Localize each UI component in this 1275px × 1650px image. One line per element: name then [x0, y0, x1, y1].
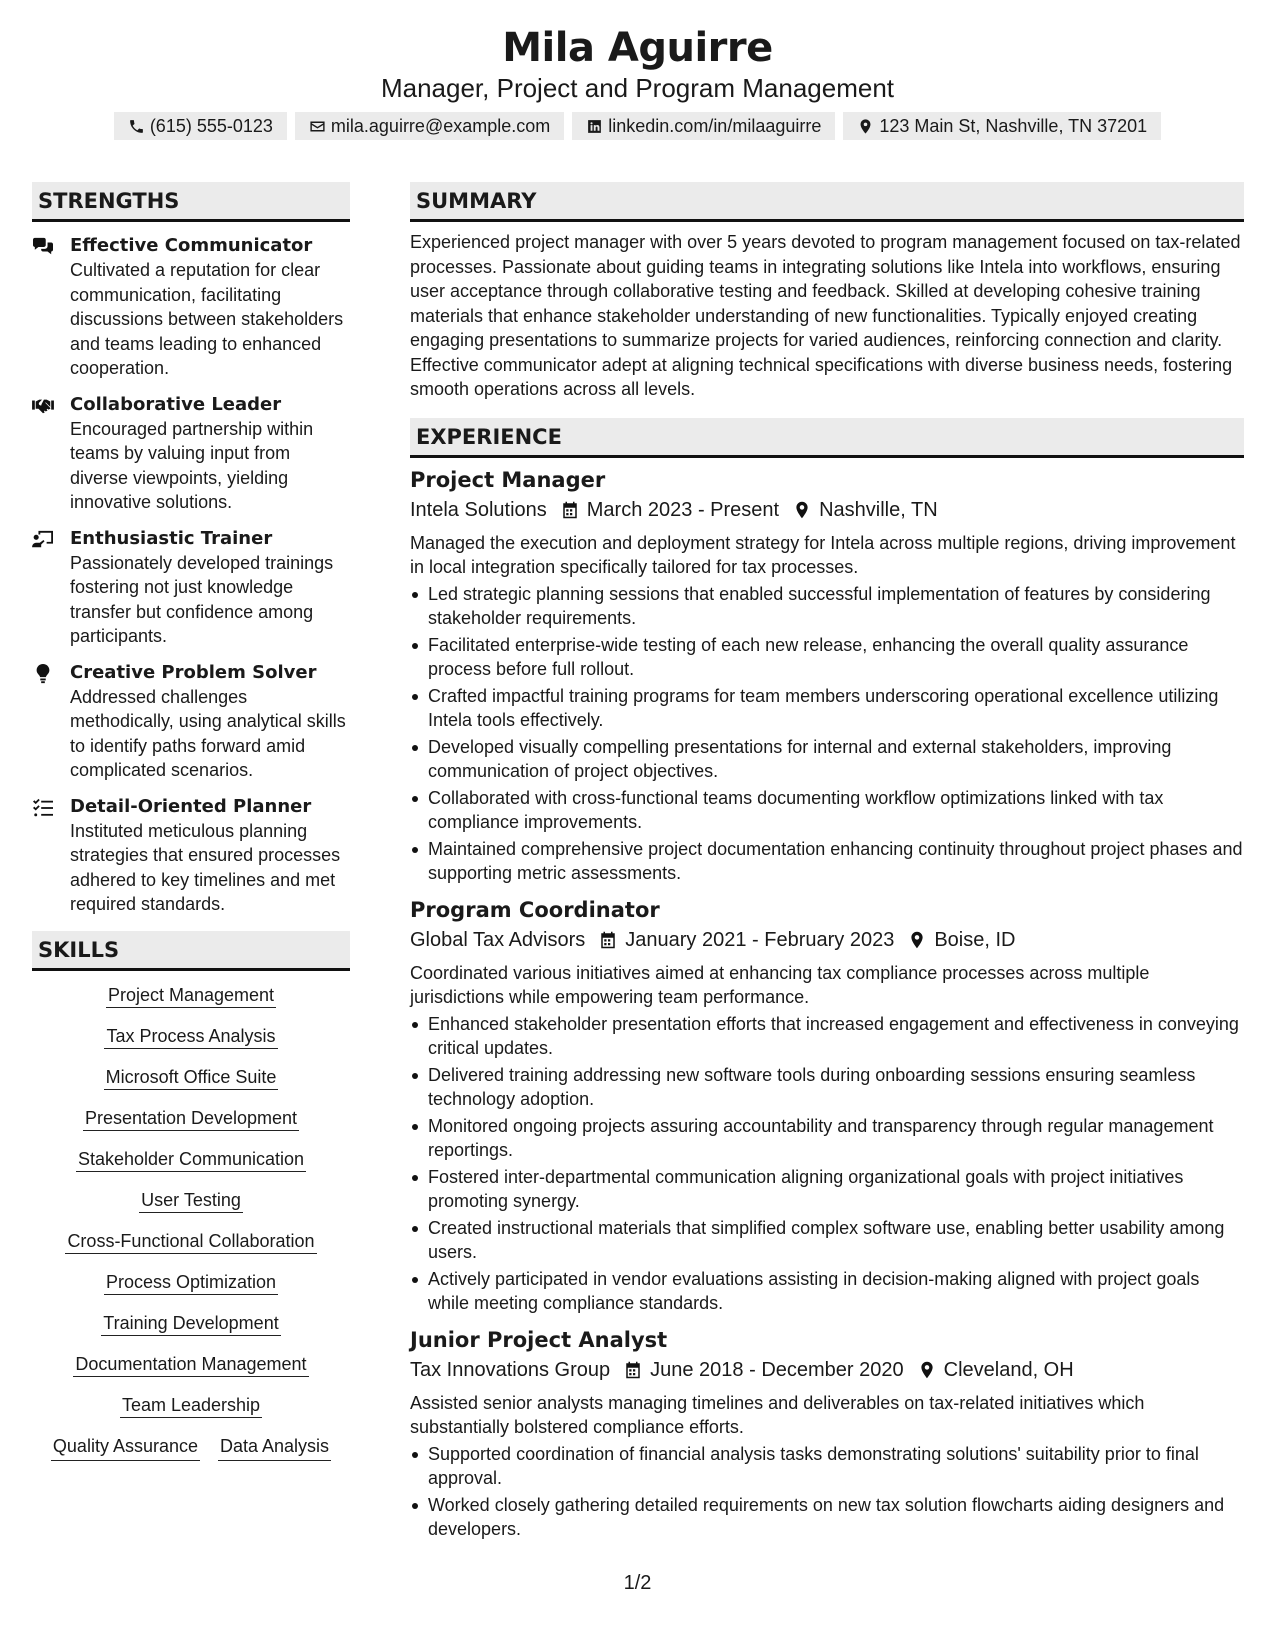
page-number: 1/2	[623, 1572, 652, 1594]
skill-tag: Quality Assurance	[51, 1434, 200, 1461]
job-entry	[410, 896, 1244, 1316]
summary-text: Experienced project manager with over 5 years devoted to program management focused on tax-related processes. Passionate about guiding teams in integrating solutions like Intela into workflows, ensuring user acceptance through collaborative testing and feedback. Skilled at developing cohesive training materials that enhance stakeholder understanding of new functionalities. Typically enjoyed creating engaging presentations to summarize projects for varied audiences, reinforcing connection and clarity. Effective communicator adept at aligning technical specifications with diverse business needs, fostering smooth operations across all levels.	[410, 232, 1241, 399]
skill-tag: Team Leadership	[120, 1395, 262, 1418]
strength-desc: Encouraged partnership within teams by valuing input from diverse viewpoints, yielding innovative solutions.	[70, 418, 314, 512]
experience-heading: EXPERIENCE	[410, 418, 1244, 458]
skill-tag: Project Management	[106, 985, 276, 1008]
job-meta	[410, 1355, 1244, 1385]
contact-phone	[114, 112, 287, 140]
job-location: Boise, ID	[934, 928, 1016, 951]
strengths-list	[32, 234, 350, 917]
strength-item	[32, 661, 350, 783]
strength-item	[32, 393, 350, 515]
calendar-icon	[561, 501, 579, 519]
lightbulb-icon	[32, 664, 54, 684]
job-title: Program Coordinator	[410, 897, 660, 922]
job-title: Project Manager	[410, 467, 606, 492]
calendar-icon	[624, 1361, 642, 1379]
contact-phone-text: (615) 555-0123	[149, 115, 273, 136]
candidate-name: Mila Aguirre	[502, 25, 773, 71]
bullet-item: Worked closely gathering detailed requirements on new tax solution flowcharts aiding designers and developers.	[410, 1493, 1244, 1542]
bullet-item: Collaborated with cross-functional teams documenting workflow optimizations linked with tax compliance improvements.	[410, 786, 1244, 835]
envelope-icon	[309, 118, 326, 135]
strength-desc: Addressed challenges methodically, using analytical skills to identify paths forward amid complicated scenarios.	[70, 686, 346, 780]
bullet-item: Supported coordination of financial analysis tasks demonstrating solutions' suitability prior to final approval.	[410, 1442, 1244, 1491]
job-bullets	[410, 1442, 1244, 1542]
resume-header	[0, 0, 1275, 140]
job-description: Assisted senior analysts managing timelines and deliverables on tax-related initiatives which substantially bolstered compliance efforts.	[410, 1392, 1145, 1437]
job-location: Nashville, TN	[819, 498, 938, 521]
job-description: Coordinated various initiatives aimed at enhancing tax compliance processes across multiple jurisdictions while empowering team performance.	[410, 962, 1150, 1007]
job-meta	[410, 495, 1244, 525]
job-company: Global Tax Advisors	[410, 928, 586, 951]
strength-item	[32, 795, 350, 917]
handshake-icon	[32, 396, 54, 416]
job-location: Cleveland, OH	[943, 1358, 1074, 1381]
map-pin-icon	[793, 501, 811, 519]
summary-heading: SUMMARY	[410, 182, 1244, 222]
bullet-item: Monitored ongoing projects assuring accountability and transparency through regular management reportings.	[410, 1114, 1244, 1163]
strength-title: Collaborative Leader	[70, 393, 282, 415]
job-entry	[410, 466, 1244, 886]
job-bullets	[410, 582, 1244, 886]
skill-tag: Process Optimization	[104, 1272, 278, 1295]
skill-tag: Documentation Management	[73, 1354, 308, 1377]
bullet-item: Actively participated in vendor evaluations assisting in decision-making aligned with project goals while meeting compliance standards.	[410, 1267, 1244, 1316]
strength-item	[32, 527, 350, 649]
linkedin-icon	[586, 118, 603, 135]
bullet-item: Developed visually compelling presentations for internal and external stakeholders, improving communication of project objectives.	[410, 735, 1244, 784]
calendar-icon	[599, 931, 617, 949]
skill-row	[32, 1188, 350, 1212]
left-column	[32, 182, 350, 1478]
skill-row	[32, 1065, 350, 1089]
job-dates: June 2018 - December 2020	[650, 1358, 904, 1381]
skill-tag: Stakeholder Communication	[76, 1149, 306, 1172]
skills-list	[32, 983, 350, 1478]
strength-desc: Passionately developed trainings fostering not just knowledge transfer but confidence among participants.	[70, 552, 334, 646]
contact-linkedin[interactable]	[572, 112, 835, 140]
bullet-item: Delivered training addressing new software tools during onboarding sessions ensuring seamless technology adoption.	[410, 1063, 1244, 1112]
contact-linkedin-text[interactable]: linkedin.com/in/milaaguirre	[608, 115, 822, 136]
bullet-item: Led strategic planning sessions that enabled successful implementation of features by considering stakeholder requirements.	[410, 582, 1244, 631]
skill-row	[32, 1024, 350, 1048]
skill-row	[32, 1270, 350, 1294]
bullet-item: Maintained comprehensive project documentation enhancing continuity throughout project phases and supporting metric assessments.	[410, 837, 1244, 886]
strength-title: Creative Problem Solver	[70, 661, 317, 683]
job-company: Tax Innovations Group	[410, 1358, 611, 1381]
contact-address	[843, 112, 1161, 140]
skill-row	[32, 1106, 350, 1130]
candidate-title: Manager, Project and Program Management	[380, 73, 895, 103]
skill-row	[32, 1229, 350, 1253]
bullet-item: Fostered inter-departmental communication aligning organizational goals with project initiatives promoting synergy.	[410, 1165, 1244, 1214]
skill-tag: Presentation Development	[83, 1108, 299, 1131]
strength-desc: Cultivated a reputation for clear communication, facilitating discussions between stakeholders and teams leading to enhanced cooperation.	[70, 260, 344, 378]
job-description: Managed the execution and deployment strategy for Intela across multiple regions, driving improvement in local integration specifically tailored for tax processes.	[410, 532, 1236, 577]
skill-tag: Data Analysis	[218, 1434, 331, 1461]
checklist-icon	[32, 798, 54, 818]
skill-row	[32, 1147, 350, 1171]
contact-email[interactable]	[295, 112, 564, 140]
bullet-item: Created instructional materials that simplified complex software use, enabling better usability among users.	[410, 1216, 1244, 1265]
job-entry	[410, 1326, 1244, 1542]
skill-row	[32, 1311, 350, 1335]
skill-tag: Microsoft Office Suite	[104, 1067, 279, 1090]
contact-bar	[0, 112, 1275, 140]
skill-tag: User Testing	[139, 1190, 243, 1213]
bullet-item: Enhanced stakeholder presentation efforts that increased engagement and effectiveness in conveying critical updates.	[410, 1012, 1244, 1061]
job-title: Junior Project Analyst	[410, 1327, 668, 1352]
skills-heading: SKILLS	[32, 931, 350, 971]
contact-email-text[interactable]: mila.aguirre@example.com	[330, 115, 551, 136]
strength-desc: Instituted meticulous planning strategies that ensured processes adhered to key timelines and met required standards.	[70, 820, 341, 914]
contact-address-text: 123 Main St, Nashville, TN 37201	[879, 115, 1148, 136]
strength-title: Enthusiastic Trainer	[70, 527, 273, 549]
skill-row	[32, 983, 350, 1007]
chalkboard-teacher-icon	[32, 530, 54, 550]
map-pin-icon	[908, 931, 926, 949]
skills-section	[32, 931, 350, 1478]
bullet-item: Facilitated enterprise-wide testing of each new release, enhancing the overall quality assurance process before full rollout.	[410, 633, 1244, 682]
map-pin-icon	[918, 1361, 936, 1379]
strength-item	[32, 234, 350, 381]
skill-row	[32, 1393, 350, 1417]
strength-title: Effective Communicator	[70, 235, 313, 256]
strengths-heading: STRENGTHS	[32, 182, 350, 222]
phone-icon	[128, 118, 145, 135]
skill-tag: Cross-Functional Collaboration	[65, 1231, 316, 1254]
skill-tag: Tax Process Analysis	[104, 1026, 277, 1049]
job-dates: January 2021 - February 2023	[625, 928, 895, 951]
chat-bubbles-icon	[32, 237, 54, 257]
strength-title: Detail-Oriented Planner	[70, 795, 312, 817]
skill-row	[32, 1352, 350, 1376]
bullet-item: Crafted impactful training programs for team members underscoring operational excellence utilizing Intela tools effectively.	[410, 684, 1244, 733]
map-pin-icon	[857, 118, 874, 135]
job-bullets	[410, 1012, 1244, 1316]
job-meta	[410, 925, 1244, 955]
right-column	[410, 182, 1244, 1544]
job-dates: March 2023 - Present	[586, 498, 780, 521]
job-company: Intela Solutions	[410, 498, 547, 521]
skill-tag: Training Development	[101, 1313, 280, 1336]
